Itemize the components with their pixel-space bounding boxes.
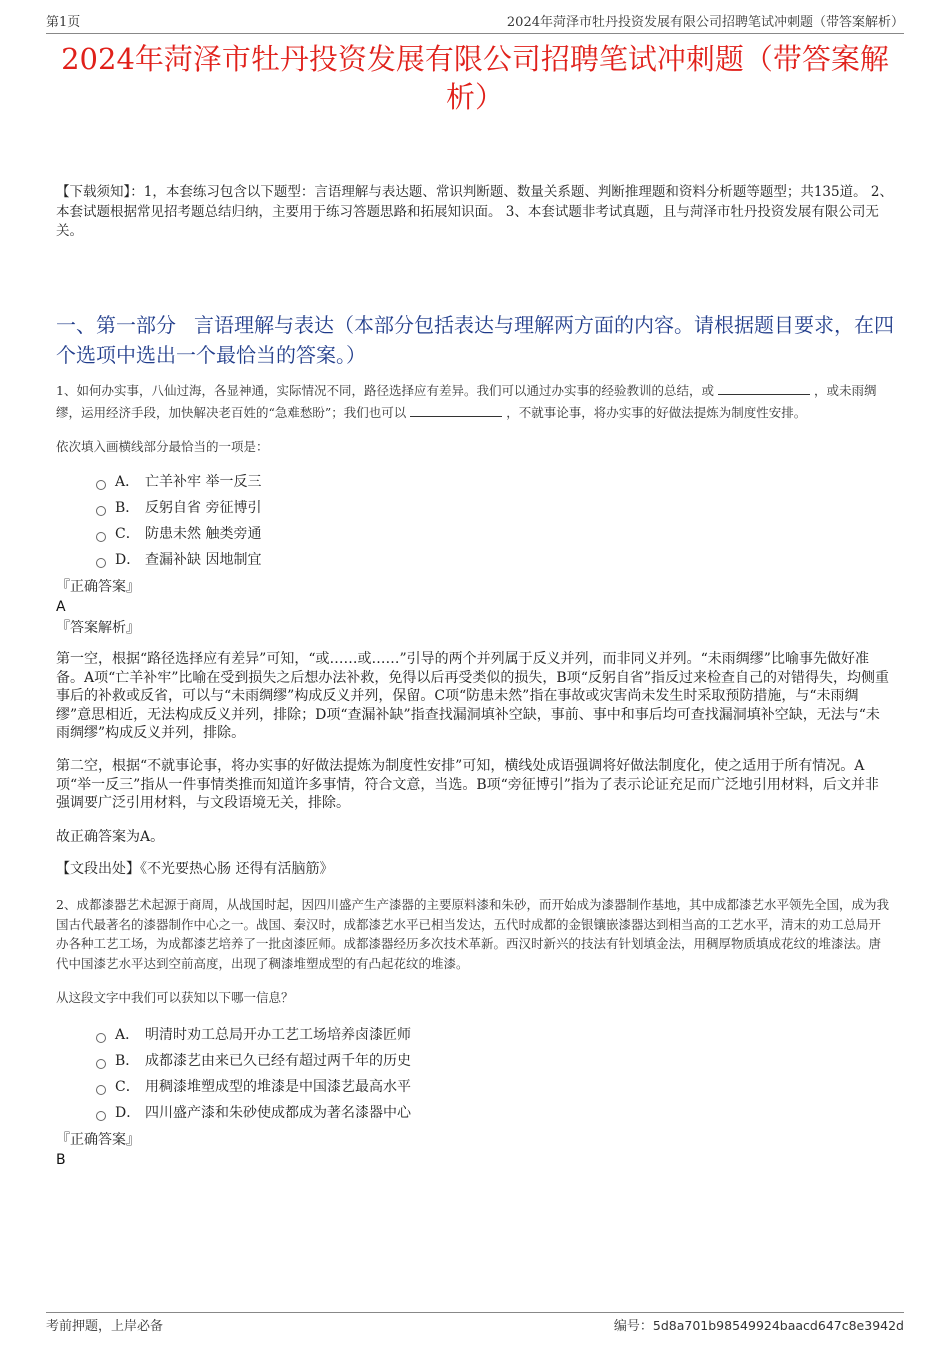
- radio-icon[interactable]: [96, 1059, 106, 1069]
- option-c[interactable]: C． 用稠漆堆塑成型的堆漆是中国漆艺最高水平: [96, 1073, 894, 1099]
- analysis-paragraph-2: 第二空，根据“不就事论事，将办实事的好做法提炼为制度性安排”可知，横线处成语强调将好做法制度化，使之适用于所有情况。A项“举一反三”指从一件事情类推而知道许多事情，符合文意，当选。B项“旁征博引”指为了表示论证充足而广泛地引用材料，后文并非强调要广泛引用材料，与文段语境无关，排除。: [56, 758, 879, 811]
- option-b[interactable]: B． 成都漆艺由来已久已经有超过两千年的历史: [96, 1047, 894, 1073]
- page-footer: [46, 1312, 904, 1334]
- option-c[interactable]: C． 防患未然 触类旁通: [96, 520, 894, 546]
- option-d[interactable]: D． 四川盛产漆和朱砂使成都成为著名漆器中心: [96, 1099, 894, 1125]
- radio-icon[interactable]: [96, 480, 106, 490]
- analysis-conclusion: 故正确答案为A。: [56, 829, 165, 845]
- document-title: 2024年菏泽市牡丹投资发展有限公司招聘笔试冲刺题（带答案解析）: [61, 42, 889, 114]
- question-2-answer: [56, 1131, 894, 1170]
- question-2-text: 2、成都漆器艺术起源于商周，从战国时起，因四川盛产生产漆器的主要原料漆和朱砂，而开始成为漆器制作基地，其中成都漆艺水平领先全国，成为我国古代最著名的漆器制作中心之一。战国、秦汉时，成都漆艺水平已相当发达，五代时成都的金银镶嵌漆器达到相当高的工艺水平，清末的劝工总局开办各种工艺工场，为成都漆艺培养了一批卤漆匠师。成都漆器经历多次技术革新。西汉时新兴的技法有针划填金法，用稠厚物质填成花纹的堆漆法。唐代中国漆艺水平达到空前高度，出现了稠漆堆塑成型的有凸起花纹的堆漆。: [56, 897, 889, 971]
- question-1-answer: [56, 578, 894, 638]
- question-1-analysis-2: [56, 757, 890, 813]
- answer-label: 『正确答案』: [56, 1132, 140, 1148]
- section-title: 言语理解与表达（本部分包括表达与理解两方面的内容。请根据题目要求，在四个选项中选出一个最恰当的答案。）: [56, 313, 894, 367]
- question-1-prompt: 依次填入画横线部分最恰当的一项是：: [56, 439, 269, 454]
- option-a[interactable]: A． 亡羊补牢 举一反三: [96, 468, 894, 494]
- fill-blank-2: [410, 404, 502, 417]
- fill-blank-1: [718, 382, 810, 395]
- section-heading: [56, 310, 900, 370]
- text-source: 【文段出处】《不光要热心肠 还得有活脑筋》: [56, 861, 334, 877]
- radio-icon[interactable]: [96, 1033, 106, 1043]
- option-a[interactable]: A． 明清时劝工总局开办工艺工场培养卤漆匠师: [96, 1021, 894, 1047]
- question-2-options: [56, 1021, 894, 1125]
- download-notice: 【下载须知】：1，本套练习包含以下题型：言语理解与表达题、常识判断题、数量关系题、判断推理题和资料分析题等题型；共135道。 2、本套试题根据常见招考题总结归纳，主要用于练习答题思路和拓展知识面。 3、本套试题非考试真题，且与菏泽市牡丹投资发展有限公司无关。: [56, 184, 893, 239]
- option-d[interactable]: D． 查漏补缺 因地制宜: [96, 546, 894, 572]
- answer-value: A: [56, 599, 66, 615]
- document-code: 编号：5d8a701b98549924baacd647c8e3942d: [613, 1318, 904, 1334]
- answer-label: 『正确答案』: [56, 579, 140, 595]
- analysis-label: 『答案解析』: [56, 620, 140, 636]
- question-1-prompt-block: [56, 437, 894, 457]
- header-doc-title: 2024年菏泽市牡丹投资发展有限公司招聘笔试冲刺题（带答案解析）: [506, 15, 904, 30]
- radio-icon[interactable]: [96, 532, 106, 542]
- question-1-options: [56, 468, 894, 572]
- question-2: [56, 895, 890, 973]
- question-1-conclusion: [56, 828, 894, 847]
- question-1-source: [56, 860, 894, 879]
- question-1: [56, 380, 894, 424]
- footer-slogan: 考前押题，上岸必备: [46, 1319, 164, 1334]
- question-2-prompt-block: [56, 988, 894, 1008]
- answer-value: B: [56, 1152, 66, 1168]
- question-1-analysis: [56, 650, 890, 743]
- question-2-prompt: 从这段文字中我们可以获知以下哪一信息？: [56, 990, 294, 1005]
- section-number: 一、第一部分: [56, 313, 176, 337]
- analysis-paragraph-1: 第一空，根据“路径选择应有差异”可知，“或……或……”引导的两个并列属于反义并列，而非同义并列。“未雨绸缪”比喻事先做好准备。A项“亡羊补牢”比喻在受到损失之后想办法补救，免得以后再受类似的损失，B项“反躬自省”指反过来检查自己的对错得失，均侧重事后的补救或反省，可以与“未雨绸缪”构成反义并列，保留。C项“防患未然”指在事故或灾害尚未发生时采取预防措施，与“未雨绸缪”意思相近，无法构成反义并列，排除；D项“查漏补缺”指查找漏洞填补空缺，事前、事中和事后均可查找漏洞填补空缺，无法与“未雨绸缪”构成反义并列，排除。: [56, 651, 890, 741]
- page-number: 第1页: [46, 15, 81, 30]
- radio-icon[interactable]: [96, 558, 106, 568]
- option-b[interactable]: B． 反躬自省 旁征博引: [96, 494, 894, 520]
- radio-icon[interactable]: [96, 506, 106, 516]
- radio-icon[interactable]: [96, 1085, 106, 1095]
- radio-icon[interactable]: [96, 1111, 106, 1121]
- page-header: [46, 12, 904, 34]
- question-1-text: 1、如何办实事，八仙过海，各显神通，实际情况不同，路径选择应有差异。我们可以通过办实事的经验教训的总结，或 ，或未雨绸缪，运用经济手段，加快解决老百姓的“急难愁盼”；我们也可以 ，不就事论事，将办实事的好做法提炼为制度性安排。: [56, 383, 877, 420]
